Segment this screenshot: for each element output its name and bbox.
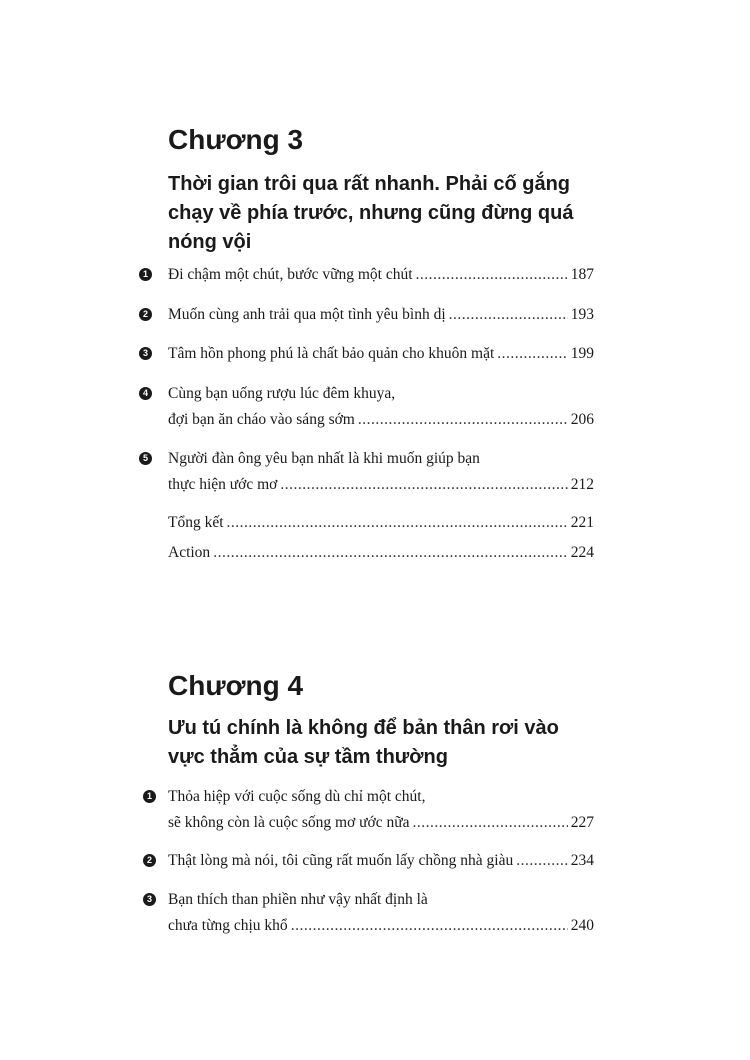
toc-entry-title-continued: chưa từng chịu khổ [168, 917, 288, 934]
toc-entry-title: Bạn thích than phiền như vậy nhất định là [168, 891, 428, 908]
number-badge: 4 [139, 387, 152, 400]
toc-entry-title: Muốn cùng anh trải qua một tình yêu bình dị [168, 306, 446, 323]
page-number: 206 [570, 411, 594, 428]
page-number: 212 [570, 476, 594, 493]
chapter-heading: Chương 3 [168, 124, 304, 155]
dot-leader [416, 262, 568, 288]
toc-entry-title-continued: thực hiện ước mơ [168, 476, 278, 493]
chapter-title-line: vực thẳm của sự tầm thường [168, 746, 448, 768]
number-badge: 2 [139, 308, 152, 321]
number-badge: 3 [139, 347, 152, 360]
chapter-title-line: Thời gian trôi qua rất nhanh. Phải cố gắng [168, 173, 571, 195]
chapter-title-line: nóng vội [168, 231, 252, 253]
chapter-title-line: chạy về phía trước, nhưng cũng đừng quá [168, 202, 574, 224]
dot-leader [291, 913, 568, 939]
chapter-title [168, 714, 608, 772]
dot-leader [280, 472, 567, 498]
toc-entry-title: Cùng bạn uống rượu lúc đêm khuya, [168, 385, 396, 402]
toc-entry-title-continued: đợi bạn ăn cháo vào sáng sớm [168, 411, 355, 428]
page-number: 240 [570, 917, 594, 934]
page-number: 234 [570, 852, 594, 869]
dot-leader [497, 341, 567, 367]
dot-leader [449, 302, 568, 328]
toc-entry-title: Đi chậm một chút, bước vững một chút [168, 266, 413, 283]
page-number: 199 [570, 345, 594, 362]
dot-leader [227, 510, 568, 536]
page-number: 227 [570, 814, 594, 831]
number-badge: 2 [143, 854, 156, 867]
number-badge: 1 [143, 790, 156, 803]
toc-entry-title: Thật lòng mà nói, tôi cũng rất muốn lấy chồng nhà giàu [168, 852, 514, 869]
chapter-title-line: Ưu tú chính là không để bản thân rơi vào [168, 717, 559, 739]
toc-entry-title-continued: sẽ không còn là cuộc sống mơ ước nữa [168, 814, 410, 831]
number-badge: 5 [139, 452, 152, 465]
dot-leader [358, 407, 568, 433]
page-number: 221 [570, 514, 594, 531]
dot-leader [213, 540, 568, 566]
toc-entry-title: Tổng kết [168, 514, 224, 531]
toc-entry-title: Thỏa hiệp với cuộc sống dù chỉ một chút, [168, 788, 426, 805]
page-number: 193 [570, 306, 594, 323]
chapter-heading: Chương 4 [168, 670, 304, 701]
toc-entry-title: Action [168, 544, 211, 561]
page-number: 224 [570, 544, 594, 561]
number-badge: 1 [139, 268, 152, 281]
dot-leader [516, 848, 568, 874]
page-number: 187 [570, 266, 594, 283]
toc-entry-title: Người đàn ông yêu bạn nhất là khi muốn giúp bạn [168, 450, 480, 467]
dot-leader [413, 810, 568, 836]
number-badge: 3 [143, 893, 156, 906]
chapter-title [168, 170, 608, 257]
toc-entry-title: Tâm hồn phong phú là chất bảo quản cho khuôn mặt [168, 345, 495, 362]
